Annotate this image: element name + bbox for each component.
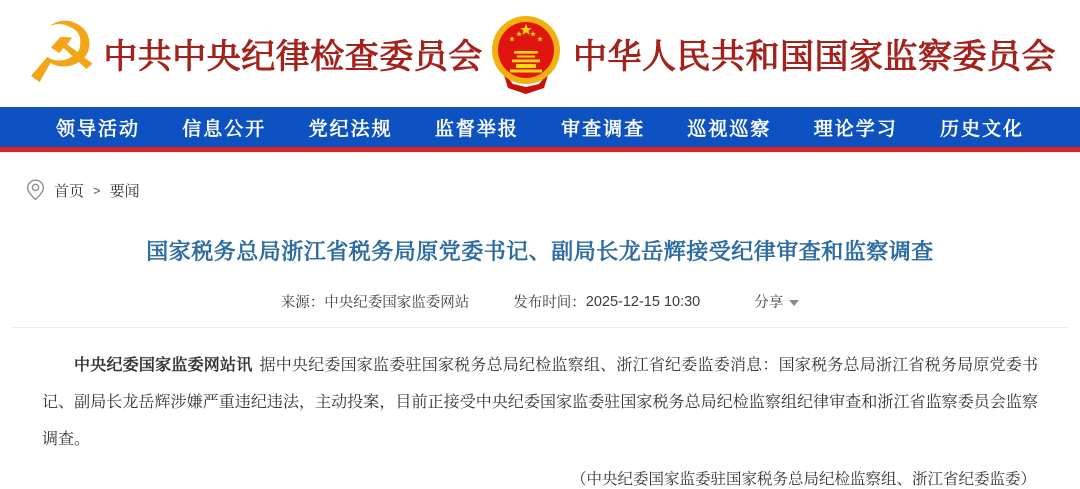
publish-time-value: 2025-12-15 10:30 (585, 293, 701, 310)
breadcrumb-home[interactable]: 首页 (54, 182, 85, 200)
hammer-and-sickle-icon: ☭ (24, 3, 100, 102)
nav-item-theory[interactable]: 理论学习 (813, 118, 898, 140)
share-button[interactable] (754, 291, 799, 312)
breadcrumb-separator: > (93, 182, 101, 198)
prc-national-emblem-icon (489, 12, 563, 96)
breadcrumb (26, 179, 1080, 201)
meta-publish-time (513, 291, 700, 312)
meta-divider (11, 327, 1069, 328)
article-attribution: （中央纪委国家监委驻国家税务总局纪检监察组、浙江省纪委监委） (570, 471, 1036, 488)
chevron-down-icon (789, 300, 799, 306)
ccdi-logo-block[interactable] (24, 3, 483, 102)
breadcrumb-current[interactable]: 要闻 (109, 182, 140, 200)
nsc-logo-block[interactable] (489, 12, 1056, 96)
masthead (0, 0, 1080, 107)
nav-item-info[interactable]: 信息公开 (182, 118, 267, 140)
nav-item-leadership[interactable]: 领导活动 (56, 118, 141, 140)
source-label: 来源： (280, 295, 325, 311)
nav-item-history[interactable]: 历史文化 (939, 118, 1024, 140)
meta-source (281, 291, 470, 312)
article-meta (0, 291, 1080, 312)
nav-item-investigation[interactable]: 审查调查 (561, 118, 646, 140)
nav-item-report[interactable]: 监督举报 (434, 118, 519, 140)
nsc-site-title: 中华人民共和国国家监察委员会 (573, 38, 1056, 76)
article-body-text: 据中央纪委国家监委驻国家税务总局纪检监察组、浙江省纪委监委消息：国家税务总局浙江省税务局原党委书记、副局长龙岳辉涉嫌严重违纪违法，主动投案，目前正接受中央纪委国家监委驻国家税务总局纪检监察组纪律审查和浙江省监察委员会监察调查。 (42, 357, 1038, 448)
main-nav (0, 107, 1080, 152)
article-body-lead: 中央纪委国家监委网站讯 (74, 357, 253, 374)
nav-item-inspection[interactable]: 巡视巡察 (687, 118, 772, 140)
source-value: 中央纪委国家监委网站 (324, 295, 470, 311)
share-label: 分享 (754, 295, 784, 311)
ccdi-site-title: 中共中央纪律检查委员会 (103, 38, 483, 76)
article-title: 国家税务总局浙江省税务局原党委书记、副局长龙岳辉接受纪律审查和监察调查 (146, 239, 934, 264)
publish-time-label: 发布时间： (513, 295, 586, 311)
location-pin-icon (26, 179, 45, 201)
nav-underline (0, 152, 1080, 153)
nav-item-regulations[interactable]: 党纪法规 (308, 118, 393, 140)
article-body (42, 347, 1038, 458)
